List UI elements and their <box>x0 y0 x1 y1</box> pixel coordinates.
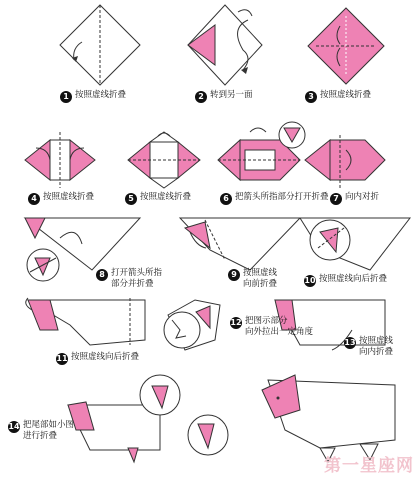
step-2-caption <box>195 90 253 103</box>
step-5-diagram <box>128 132 200 188</box>
step-9-caption <box>228 268 277 290</box>
step-8-text: 打开箭头所指 部分并折叠 <box>111 268 163 289</box>
step-1-number: 1 <box>60 91 72 103</box>
step-7-diagram <box>305 135 385 190</box>
step-14-diagram <box>68 375 228 462</box>
watermark: 第一星座网 <box>324 456 414 476</box>
step-1-text: 按照虚线折叠 <box>75 90 127 100</box>
step-11-caption <box>56 352 139 365</box>
step-11-number: 11 <box>56 354 68 363</box>
step-4-number: 4 <box>28 193 40 205</box>
step-6-text: 把箭头所指部分打开折叠 <box>235 192 329 202</box>
step-12-text: 把图示部分 向外拉出一定角度 <box>245 316 314 337</box>
step-7-number: 7 <box>330 193 342 205</box>
step-1-diagram <box>60 5 140 85</box>
step-3-diagram <box>308 8 384 84</box>
step-10-text: 按照虚线向后折叠 <box>319 274 388 284</box>
step-7-caption <box>330 192 379 205</box>
final-sheep-diagram <box>262 375 395 462</box>
step-4-diagram <box>25 132 95 188</box>
step-14-number: 14 <box>8 422 20 431</box>
step-11-text: 按照虚线向后折叠 <box>71 352 140 362</box>
step-4-caption <box>28 192 94 205</box>
step-14-text: 把尾部如小图 进行折叠 <box>23 420 75 441</box>
step-6-caption <box>220 192 329 205</box>
step-11-diagram <box>26 298 145 345</box>
step-9-number: 9 <box>228 269 240 281</box>
step-13-number: 13 <box>344 338 356 347</box>
step-8-number: 8 <box>96 269 108 281</box>
step-9-text: 按照虚线 向前折叠 <box>243 268 278 289</box>
step-7-text: 向内对折 <box>345 192 380 202</box>
step-1-caption <box>60 90 126 103</box>
step-2-diagram <box>188 5 262 85</box>
step-12-number: 12 <box>230 318 242 327</box>
step-9-diagram <box>180 218 300 270</box>
step-14-caption <box>8 420 74 442</box>
step-5-number: 5 <box>125 193 137 205</box>
step-12-diagram <box>164 300 220 350</box>
step-3-text: 按照虚线折叠 <box>320 90 372 100</box>
step-6-diagram <box>218 122 305 180</box>
step-8-caption <box>96 268 162 290</box>
step-6-number: 6 <box>220 193 232 205</box>
step-10-caption <box>304 274 387 287</box>
step-10-number: 10 <box>304 276 316 285</box>
step-10-diagram <box>300 218 410 270</box>
step-2-text: 转到另一面 <box>210 90 253 100</box>
step-3-caption <box>305 90 371 103</box>
step-3-number: 3 <box>305 91 317 103</box>
step-12-caption <box>230 316 313 338</box>
step-4-text: 按照虚线折叠 <box>43 192 95 202</box>
step-13-caption <box>344 336 393 358</box>
step-5-text: 按照虚线折叠 <box>140 192 192 202</box>
step-5-caption <box>125 192 191 205</box>
step-2-number: 2 <box>195 91 207 103</box>
step-13-text: 按照虚线 向内折叠 <box>359 336 394 357</box>
